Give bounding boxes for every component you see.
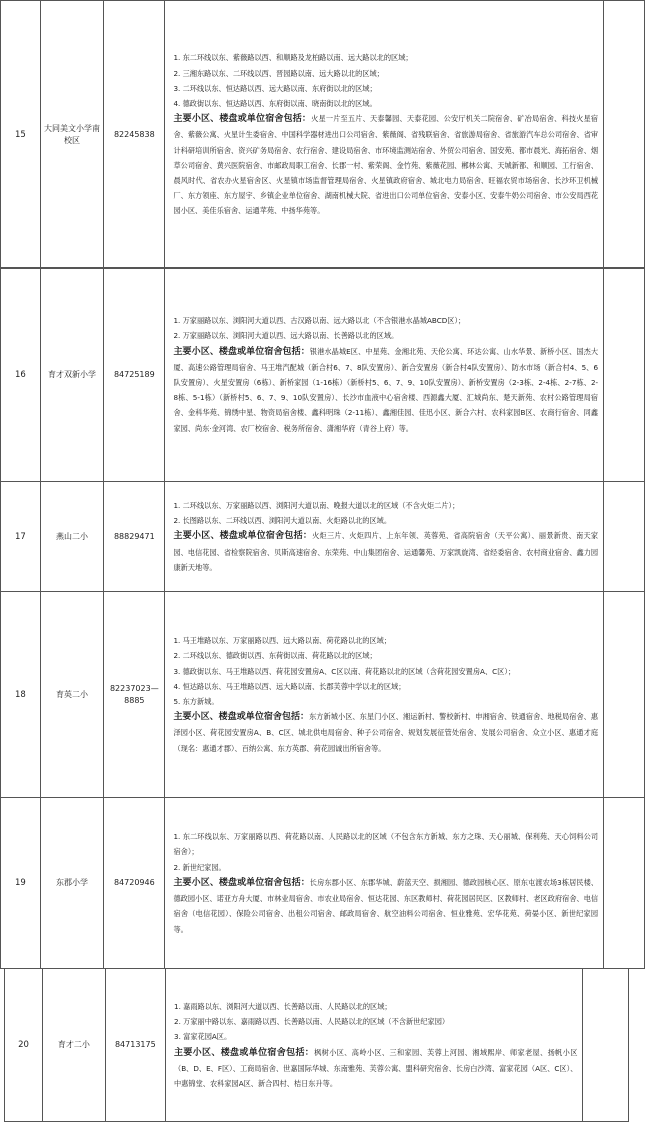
zone-line: 3. 富家花园A区。 — [174, 1032, 232, 1042]
remarks-cell — [604, 482, 645, 592]
zone-table-row-16 — [0, 267, 645, 482]
zone-line: 3. 德政街以东、马王堆路以西、荷花园安置房A、C区以南、荷花路以北的区域（含荷花园安置房A、C区）； — [173, 666, 516, 676]
zone-line: 2. 长图路以东、二环线以西、浏阳河大道以南、火炬路以北的区域。 — [173, 516, 392, 526]
row-number: 18 — [1, 592, 41, 798]
remarks-cell — [604, 1, 645, 269]
communities-list: 东方新城小区、东星门小区、湘运新村、警校新村、申湘宿舍、铁通宿舍、地税局宿舍、惠泽园小区、荷花园安置房A、B、C区、城北供电局宿舍、种子公司宿舍、规划发展征管处宿舍、发展公司宿舍、众立小区、惠通才庭（现名：惠通才郡）、百纳公寓、东方英郡、荷花园诚出所宿舍等。 — [173, 712, 599, 753]
row-number: 19 — [1, 798, 41, 969]
zone-communities — [173, 344, 598, 436]
communities-list: 火炬三片、火炬四片、上东年领、英蓉苑、省高院宿舍（天平公寓）、丽景新贵、南天家园、电信花园、省检察院宿舍、贝斯高速宿舍、东荣苑、中山集团宿舍、运通馨苑、万家凯旋湾、省经委宿舍、农村商业宿舍、鑫力园康新天地等。 — [173, 531, 599, 572]
zone-table-row-15 — [0, 0, 645, 269]
remarks-cell — [604, 592, 645, 798]
school-phone: 82245838 — [104, 1, 165, 269]
table-row — [1, 268, 645, 482]
zone-description — [165, 268, 604, 482]
remarks-cell — [583, 969, 629, 1122]
zone-line: 2. 万家丽中路以东、嘉雨路以西、长善路以南、人民路以北的区域（不含新世纪家园） — [174, 1017, 450, 1027]
communities-list: 火星一片至五片、天泰馨园、天泰花园、公安厅机关二院宿舍、矿冶局宿舍、科技火星宿舍、紫薇公寓、火星计生委宿舍、中国科学器材进出口公司宿舍、紫薇阁、省残联宿舍、省旅游局宿舍、省旅游汽车总公司宿舍、省审计科研培训所宿舍、资兴矿务局宿舍、农行宿舍、建设局宿舍、市环境监测站宿舍、外贸公司宿舍、国安苑、都市晨光、海拓宿舍、烟草公司宿舍、黄兴医院宿舍、市邮政局职工宿舍、长郡一村、紫荣阁、金竹苑、紫薇花园、郴林公寓、天城新都、和顺园、工行宿舍、晨风时代、省农办火星宿舍区、火星镇市场监督管理局宿舍、火星镇政府宿舍、城北电力局宿舍、旺福农贸市场宿舍、长沙环卫机械厂、东方领座、东方屋宇、乡镇企业单位宿舍、湖南机械大院、省进出口公司单位宿舍、安泰小区、安泰牛奶公司宿舍、市公安局西花园小区、美佳乐宿舍、运通苹苑、中扬华苑等。 — [173, 114, 599, 216]
school-name: 育英二小 — [40, 592, 103, 798]
row-number: 15 — [1, 1, 41, 269]
communities-list: 银港水晶城E区、中星苑、金湘北苑、天伦公寓、环达公寓、山水华景、新桥小区、国杰大厦、高速公路管理局宿舍、马王堆汽配城（新合村6、7、8队安置房）、新合安置房（新合村4队安置房）、防水市场（新合村4、5、6队安置房）、火星安置房（6栋）、新桥家园（1-16栋）（新桥村5、6、7、9、10队安置房）、新桥安置房（2-3栋、2-4栋、2-7栋、2-8栋、5-1栋）（新桥村5、6、7、9、10队安置房）、长沙市血液中心宿舍楼、西源鑫大厦、汇城尚东、楚天新苑、农村公路管理局宿舍、金科华苑、锦绣中星、物资局宿舍楼、鑫科明珠（2-11栋）、鑫湘佳园、佳迅小区、新合六村、农科家园B区、农商行宿舍、同鑫家园、尚东·金河湾、农厂校宿舍、税务所宿舍、潇湘华府（青谷上府）等。 — [173, 346, 599, 433]
communities-heading: 主要小区、楼盘或单位宿舍包括： — [173, 877, 310, 888]
zone-description — [165, 592, 604, 798]
zone-line: 1. 嘉雨路以东、浏阳河大道以西、长善路以南、人民路以北的区域； — [174, 1001, 392, 1011]
zone-description — [165, 1, 604, 269]
school-name: 大同美文小学南校区 — [40, 1, 103, 269]
zone-line: 2. 万家丽路以东、浏阳河大道以西、远大路以南、长善路以北的区域。 — [173, 331, 399, 341]
school-phone: 84713175 — [105, 969, 165, 1122]
table-row — [1, 1, 645, 269]
school-phone: 84720946 — [104, 798, 165, 969]
remarks-cell — [604, 268, 645, 482]
zone-line: 1. 东二环线以东、紫薇路以西、和顺路及龙柏路以南、远大路以北的区域； — [173, 53, 413, 63]
zone-line: 5. 东方新城。 — [173, 697, 219, 706]
zone-line: 1. 万家丽路以东、浏阳河大道以西、古汉路以南、远大路以北（不含银港水晶城ABCD区）； — [173, 316, 466, 326]
zone-communities — [173, 111, 598, 218]
table-row — [1, 592, 645, 798]
communities-heading: 主要小区、楼盘或单位宿舍包括： — [173, 114, 312, 125]
table-row — [5, 969, 629, 1122]
communities-list: 长房东郡小区、东郡华城、蔚蓝天空、损湘园、德政园核心区、原东屯渡农场3栋居民楼、德政园小区、诺亚方舟大厦、市林业局宿舍、市农业局宿舍、恒达花园、东区教师村、荷花园居民区、区教师村、老区政府宿舍、电信宿舍（电信花园）、保险公司宿舍、出租公司宿舍、邮政局宿舍、航空油料公司宿舍、恒业雅苑、宏华花苑、荷晏小区、新世纪家园等。 — [173, 877, 599, 934]
zone-communities — [173, 528, 598, 575]
communities-heading: 主要小区、楼盘或单位宿舍包括： — [174, 1047, 315, 1058]
zone-description — [165, 482, 604, 592]
school-phone: 88829471 — [104, 482, 165, 592]
school-phone: 82237023—8885 — [104, 592, 165, 798]
zone-line: 2. 三湘东路以东、二环线以西、晋园路以南、远大路以北的区域； — [173, 68, 384, 78]
zone-description — [165, 798, 604, 969]
zone-table-row-20 — [4, 968, 629, 1122]
zone-line: 1. 二环线以东、万家丽路以西、浏阳河大道以南、晚报大道以北的区域（不含火炬二片）； — [173, 500, 460, 510]
communities-heading: 主要小区、楼盘或单位宿舍包括： — [173, 531, 313, 542]
communities-heading: 主要小区、楼盘或单位宿舍包括： — [173, 712, 310, 723]
zone-communities — [174, 1045, 577, 1092]
zone-line: 4. 德政街以东、恒达路以西、东府街以南、晓南街以北的区域。 — [173, 98, 377, 108]
school-name: 育才二小 — [43, 969, 106, 1122]
zone-description — [166, 969, 583, 1122]
table-row — [1, 482, 645, 592]
row-number: 17 — [1, 482, 41, 592]
communities-heading: 主要小区、楼盘或单位宿舍包括： — [173, 346, 310, 357]
school-phone: 84725189 — [104, 268, 165, 482]
row-number: 20 — [5, 969, 43, 1122]
remarks-cell — [604, 798, 645, 969]
row-number: 16 — [1, 268, 41, 482]
zone-line: 3. 二环线以东、恒达路以西、远大路以南、东府街以北的区域； — [173, 83, 377, 93]
school-name: 燕山二小 — [40, 482, 103, 592]
zone-communities — [173, 709, 598, 756]
zone-table-row-19 — [0, 797, 645, 969]
school-name: 东郡小学 — [40, 798, 103, 969]
table-row — [1, 798, 645, 969]
zone-line: 2. 二环线以东、德政街以西、东荷街以南、荷花路以北的区域； — [173, 651, 377, 661]
zone-line: 4. 恒达路以东、马王堆路以西、远大路以南、长郡芙蓉中学以北的区域； — [173, 681, 406, 691]
zone-table-row-17 — [0, 481, 645, 592]
school-name: 育才双新小学 — [40, 268, 103, 482]
communities-list: 枫树小区、高岭小区、三和家园、芙蓉上河园、湘域熙岸、师家老屋、扬帆小区（B、D、E、F区）、工商局宿舍、世嘉国际华城、东南雅苑、芙蓉公寓、盟科研究宿舍、长房白沙湾、富家花园（A区、C区）、中惠锦堂、农科家园A区、新合四村、桔日东升等。 — [174, 1047, 578, 1088]
zone-line: 1. 马王堆路以东、万家丽路以西、远大路以南、荷花路以北的区域； — [173, 636, 392, 646]
zone-communities — [173, 875, 598, 937]
zone-line: 1. 东二环线以东、万家丽路以西、荷花路以南、人民路以北的区域（不包含东方新城、东方之珠、天心丽城、保利苑、天心饲料公司宿舍）； — [173, 832, 599, 857]
zone-line: 2. 新世纪家园。 — [173, 862, 226, 872]
zone-table-row-18 — [0, 591, 645, 798]
